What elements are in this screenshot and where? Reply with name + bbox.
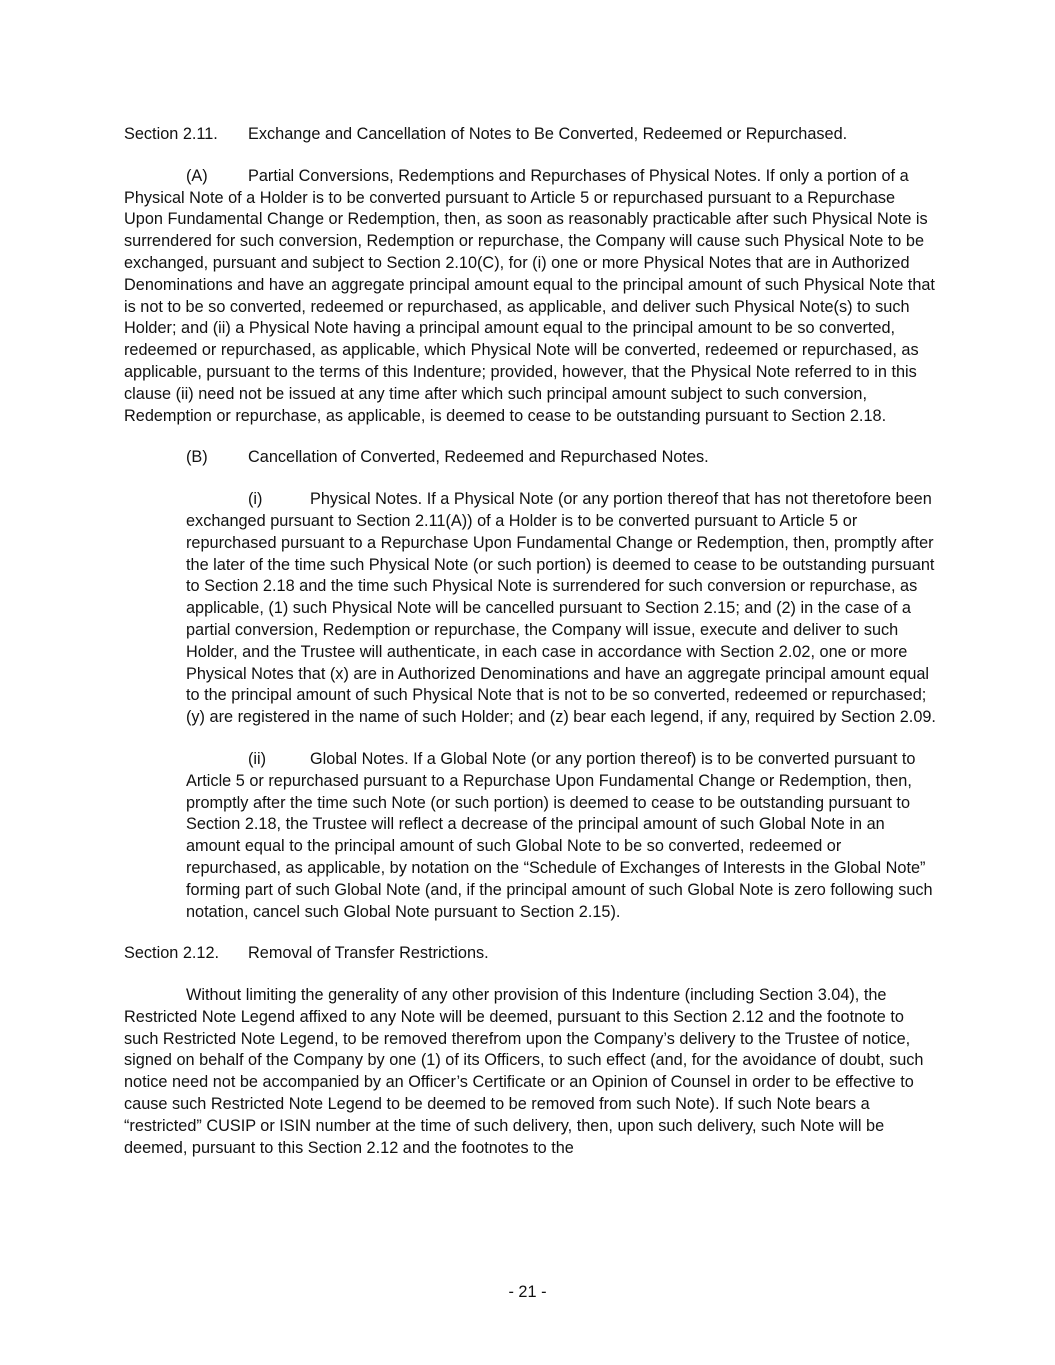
page-content [124,124,936,1179]
paragraph-2-12 [124,985,936,1159]
section-number: Section 2.11. [124,125,218,143]
section-number: Section 2.12. [124,944,220,963]
subclause-label: (i) [248,490,263,509]
clause-label: (B) [186,448,208,467]
paragraph-b-ii [186,749,936,923]
page-number: - 21 - [508,1283,547,1301]
section-2-12-heading [124,943,936,965]
clause-label: (A) [186,166,208,185]
paragraph-text: Global Notes. If a Global Note (or any portion thereof) is to be converted pursuant to Article 5 or repurchased pursuant to a Repurchase Upon Fundamental Change or Redemption, then, promptly after the time such Note (or such portion) is deemed to cease to be outstanding pursuant to Section 2.18, the Trustee will reflect a decrease of the principal amount of such Global Note in an amount equal to the principal amount of such Global Note to be so converted, redeemed or repurchased, as applicable, by notation on the “Schedule of Exchanges of Interests in the Global Note” forming part of such Global Note (and, if the principal amount of such Global Note is zero following such notation, cancel such Global Note pursuant to Section 2.15). [186,749,933,921]
section-title: Removal of Transfer Restrictions. [248,944,489,963]
clause-title: Cancellation of Converted, Redeemed and Repurchased Notes. [248,448,709,467]
paragraph-a [124,166,936,428]
section-2-11-heading [124,124,936,146]
paragraph-b-heading [186,447,936,469]
paragraph-text: Without limiting the generality of any other provision of this Indenture (including Section 3.04), the Restricted Note Legend affixed to any Note will be deemed, pursuant to this Section 2.12 and the footnote to such Restricted Note Legend, to be removed therefrom upon the Company’s delivery to the Trustee of notice, signed on behalf of the Company by one (1) of its Officers, to such effect (and, for the avoidance of doubt, such notice need not be accompanied by an Officer’s Certificate or an Opinion of Counsel in order to be effective to cause such Restricted Note Legend to be deemed to be removed from such Note). If such Note bears a “restricted” CUSIP or ISIN number at the time of such delivery, then, upon such delivery, such Note will be deemed, pursuant to this Section 2.12 and the footnotes to the [124,986,924,1157]
paragraph-b-i [186,489,936,729]
subclause-label: (ii) [248,749,267,768]
subclause-block [186,489,936,923]
paragraph-text: Partial Conversions, Redemptions and Repurchases of Physical Notes. If only a portion of a Physical Note of a Holder is to be converted pursuant to Article 5 or repurchased pursuant to a Repurchase Upon Fundamental Change or Redemption, then, as soon as reasonably practicable after such Physical Note is surrendered for such conversion, Redemption or repurchase, the Company will cause such Physical Note to be exchanged, pursuant and subject to Section 2.10(C), for (i) one or more Physical Notes that are in Authorized Denominations and have an aggregate principal amount equal to the principal amount of such Physical Note that is not to be so converted, redeemed or repurchased, as applicable, and deliver such Physical Note(s) to such Holder; and (ii) a Physical Note having a principal amount equal to the principal amount to be so converted, redeemed or repurchased, as applicable, which Physical Note will be converted, redeemed or repurchased, as applicable, pursuant to the terms of this Indenture; provided, however, that the Physical Note referred to in this clause (ii) need not be issued at any time after which such principal amount subject to such conversion, Redemption or repurchase, as applicable, is deemed to cease to be outstanding pursuant to Section 2.18. [124,166,935,425]
paragraph-text: Physical Notes. If a Physical Note (or any portion thereof that has not theretofore been exchanged pursuant to Section 2.11(A)) of a Holder is to be converted pursuant to Article 5 or repurchased pursuant to a Repurchase Upon Fundamental Change or Redemption, then, promptly after the later of the time such Physical Note (or such portion) is deemed to cease to be outstanding pursuant to Section 2.18 and the time such Physical Note is surrendered for such conversion or repurchase, as applicable, (1) such Physical Note will be cancelled pursuant to Section 2.15; and (2) in the case of a partial conversion, Redemption or repurchase, the Company will issue, execute and deliver to such Holder, and the Trustee will authenticate, in each case in accordance with Section 2.02, one or more Physical Notes that (x) are in Authorized Denominations and have an aggregate principal amount equal to the principal amount of such Physical Note that is not to be so converted, redeemed or repurchased; (y) are registered in the name of such Holder; and (z) bear each legend, if any, required by Section 2.09. [186,490,936,727]
section-title: Exchange and Cancellation of Notes to Be Converted, Redeemed or Repurchased. [248,125,848,143]
